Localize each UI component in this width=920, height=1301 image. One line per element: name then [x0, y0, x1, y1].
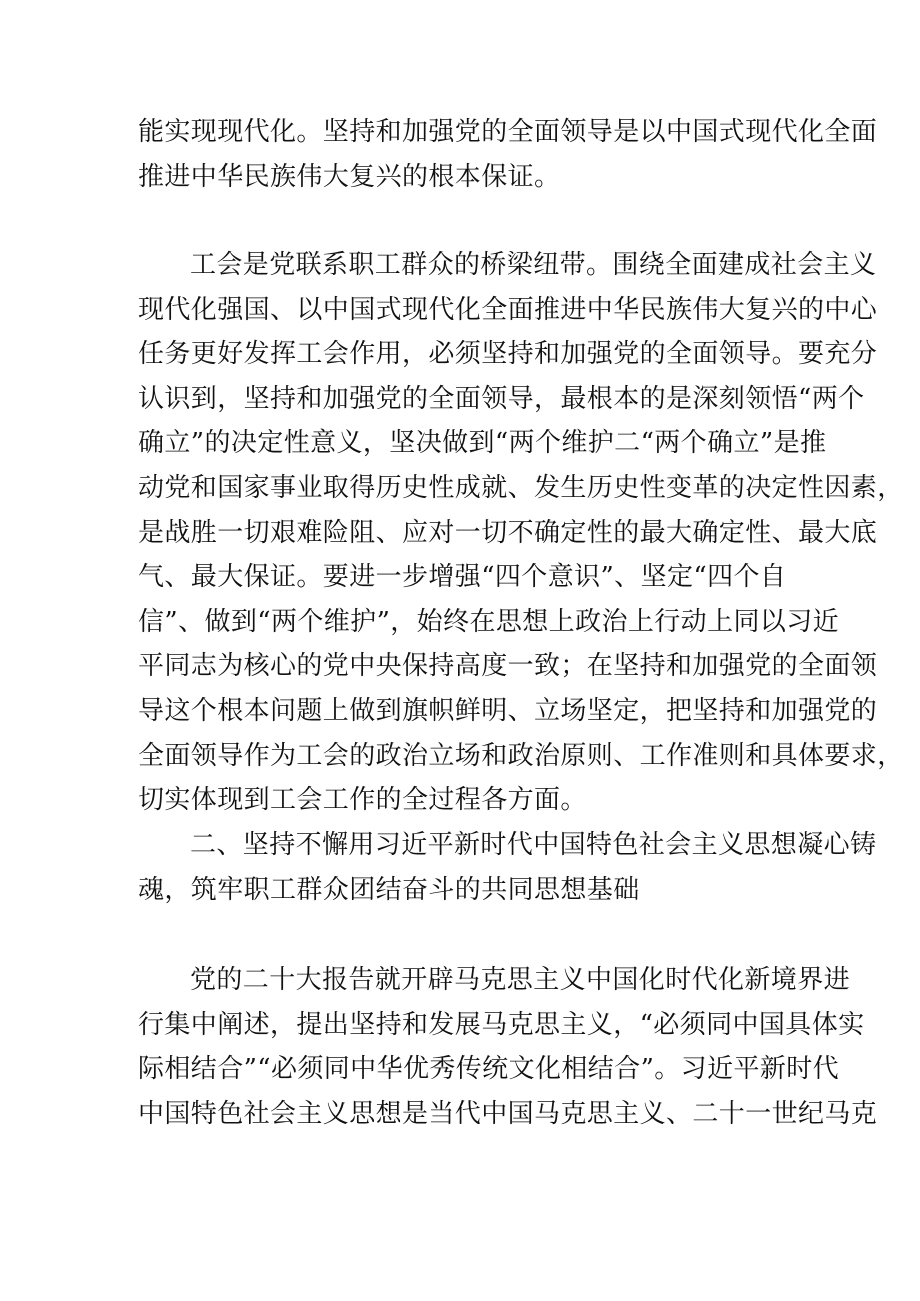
paragraph-line: 动党和国家事业取得历史性成就、发生历史性变革的决定性因素， — [138, 472, 904, 503]
paragraph-line: 信”、做到“两个维护”，始终在思想上政治上行动上同以习近 — [138, 606, 840, 637]
section-heading-two — [138, 823, 877, 912]
paragraph-line: 是战胜一切艰难险阻、应对一切不确定性的最大确定性、最大底 — [138, 517, 878, 548]
paragraph-line: 行集中阐述，提出坚持和发展马克思主义，“必须同中国具体实 — [138, 1009, 865, 1040]
paragraph-line: 党的二十大报告就开辟马克思主义中国化时代化新境界进 — [190, 965, 851, 995]
paragraph-line: 气、最大保证。要进一步增强“四个意识”、坚定“四个自 — [138, 562, 787, 593]
paragraph-line: 导这个根本问题上做到旗帜鲜明、立场坚定，把坚持和加强党的 — [138, 695, 878, 726]
paragraph-line: 切实体现到工会工作的全过程各方面。 — [138, 785, 587, 816]
paragraph-line: 确立”的决定性意义，坚决做到“两个维护二“两个确立”是推 — [138, 428, 827, 459]
paragraph-marxism — [138, 958, 878, 1136]
paragraph-line: 平同志为核心的党中央保持高度一致；在坚持和加强党的全面领 — [138, 651, 878, 682]
paragraph-continuation — [138, 110, 878, 199]
paragraph-line: 现代化强国、以中国式现代化全面推进中华民族伟大复兴的中心 — [138, 294, 878, 325]
paragraph-union-role — [138, 243, 904, 823]
paragraph-line: 推进中华民族伟大复兴的根本保证。 — [138, 161, 561, 192]
paragraph-line: 认识到，坚持和加强党的全面领导，最根本的是深刻领悟“两个 — [138, 383, 865, 414]
paragraph-line: 全面领导作为工会的政治立场和政治原则、工作准则和具体要求， — [138, 740, 904, 771]
paragraph-line: 能实现现代化。坚持和加强党的全面领导是以中国式现代化全面 — [138, 117, 878, 147]
heading-line: 二、坚持不懈用习近平新时代中国特色社会主义思想凝心铸 — [190, 830, 877, 860]
paragraph-line: 任务更好发挥工会作用，必须坚持和加强党的全面领导。要充分 — [138, 339, 878, 370]
paragraph-line: 工会是党联系职工群众的桥梁纽带。围绕全面建成社会主义 — [190, 250, 877, 280]
paragraph-line: 中国特色社会主义思想是当代中国马克思主义、二十一世纪马克 — [138, 1098, 878, 1129]
paragraph-line: 际相结合”“必须同中华优秀传统文化相结合”。习近平新时代 — [138, 1054, 840, 1085]
heading-line: 魂，筑牢职工群众团结奋斗的共同思想基础 — [138, 874, 640, 905]
